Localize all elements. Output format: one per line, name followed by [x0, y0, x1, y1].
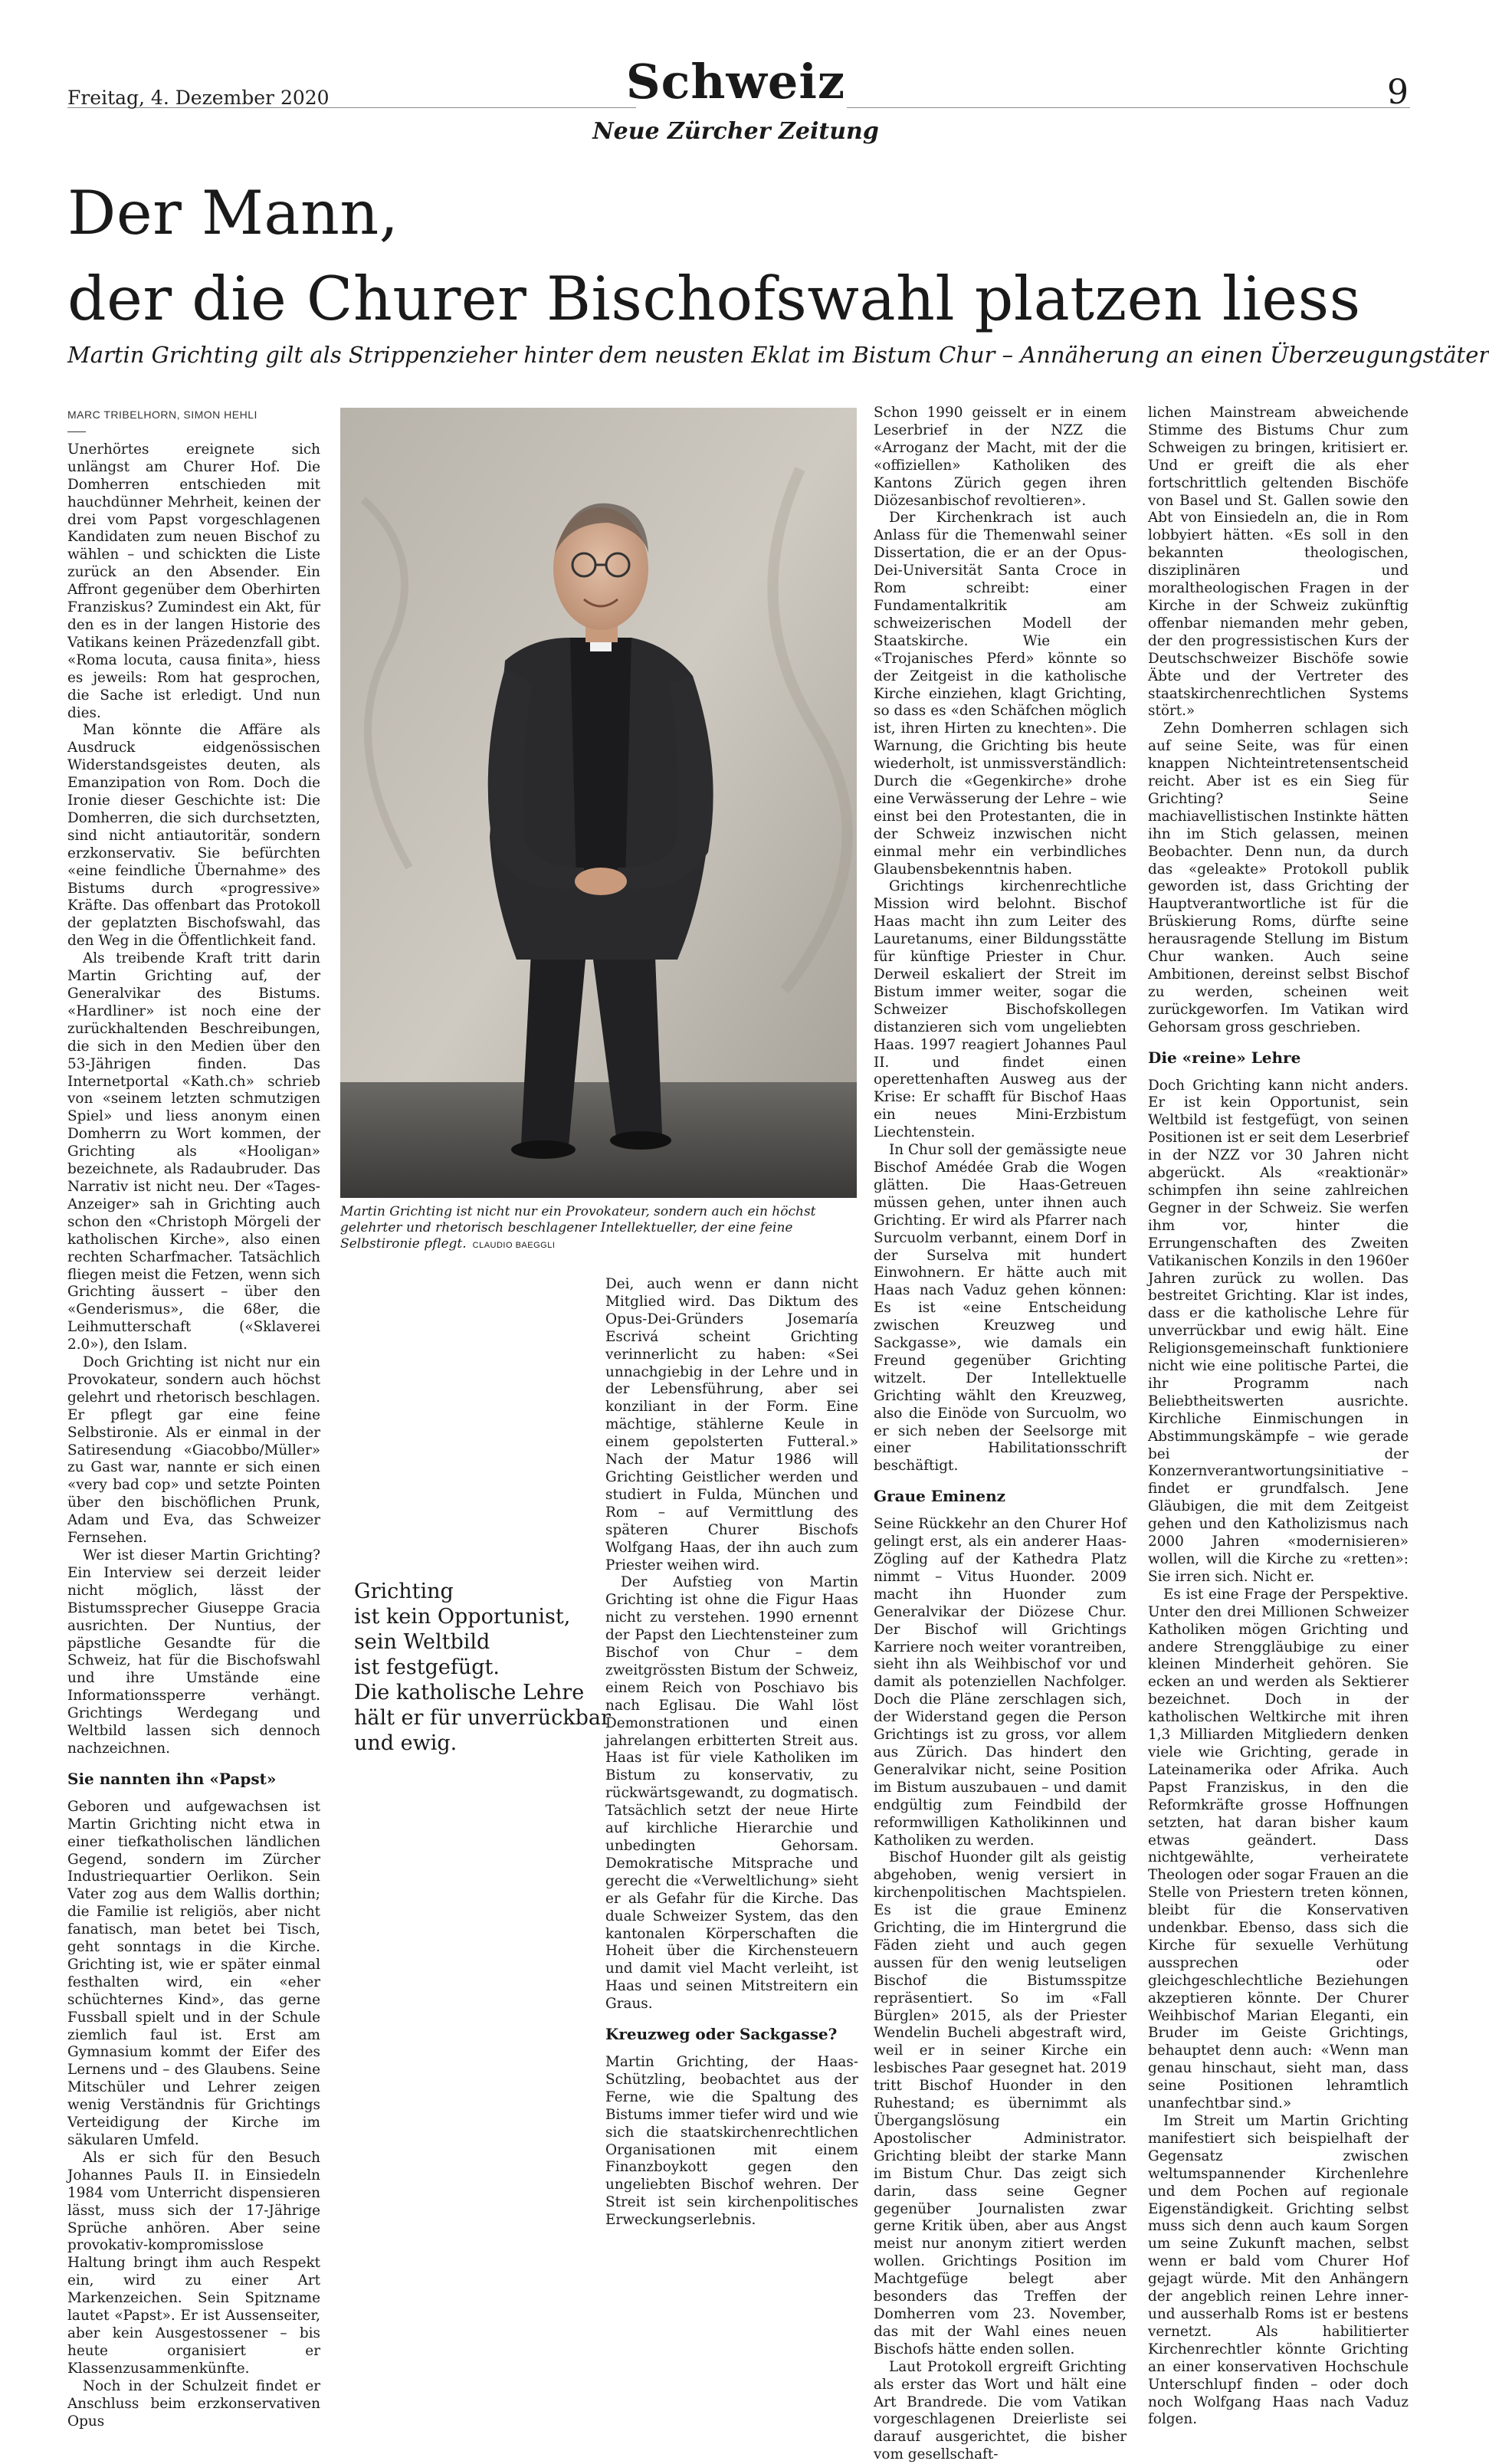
- headline: [67, 170, 1432, 342]
- column-3-paragraphs: [874, 405, 1127, 1475]
- paragraph: Grichtings kirchenrechtliche Mission wird belohnt. Bischof Haas macht ihn zum Leiter des Lauretanums, einer Bildungsstätte für künftige Priester in Chur. Derweil eskaliert der Streit im Bistum immer weiter, sogar die Schweizer Bischofskollegen distanzieren sich vom ungeliebten Haas. 1997 reagiert Johannes Paul II. und findet einen operettenhaften Ausweg aus der Krise: Er schafft für Bischof Haas ein neues Mini-Erzbistum Liechtenstein.: [874, 878, 1127, 1141]
- newspaper-name: Neue Zürcher Zeitung: [592, 118, 879, 145]
- column-4: [1148, 405, 1409, 2428]
- paragraph: Seine Rückkehr an den Churer Hof gelingt erst, als ein anderer Haas-Zögling auf der Kathedra Platz nimmt – Vitus Huonder. 2009 macht ihn Huonder zum Generalvikar der Diözese Chur. Der Bischof will Grichtings Karriere noch weiter vorantreiben, sieht ihn als Weihbischof vor und damit als potenziellen Nachfolger. Doch die Pläne zerschlagen sich, der Widerstand gegen die Person Grichtings ist zu gross, vor allem aus Zürich. Das hindert den Generalvikar nicht, seine Position im Bistum auszubauen – und damit endgültig zum Feindbild der reformwilligen Katholikinnen und Katholiken zu werden.: [874, 1516, 1127, 1849]
- column-1b-paragraphs: [67, 1799, 320, 2431]
- pull-quote-line: ist festgefügt.: [354, 1655, 500, 1679]
- paragraph: Laut Protokoll ergreift Grichting als erster das Wort und hält eine Art Brandrede. Die vom Vatikan vorgeschlagenen Dreierliste sei darauf ausgerichtet, die bisher vom gesellschaft-: [874, 2358, 1127, 2463]
- paragraph: Zehn Domherren schlagen sich auf seine Seite, was für einen knappen Nichteintretensentscheid reicht. Aber ist es ein Sieg für Grichting? Seine machiavellistischen Instinkte hätten ihn im Stich gelassen, meinen Beobachter. Denn nun, da durch das «geleakte» Protokoll publik geworden ist, dass Grichting der Hauptverantwortliche ist für die Brüskierung Roms, dürfte seine herausragende Stellung im Bistum Chur wanken. Auch seine Ambitionen, dereinst selbst Bischof zu werden, scheinen weit zurückgeworfen. Im Vatikan wird Gehorsam gross geschrieben.: [1148, 720, 1409, 1035]
- column-1: [67, 406, 320, 2430]
- paragraph: Schon 1990 geisselt er in einem Leserbrief in der NZZ die «Arroganz der Macht, mit der die «offiziellen» Katholiken des Kantons Zürich gegen ihren Diözesanbischof revoltieren».: [874, 405, 1127, 509]
- paragraph: Bischof Huonder gilt als geistig abgehoben, wenig versiert in kirchenpolitischen Machtspielen. Es ist die graue Eminenz Grichting, die im Hintergrund die Fäden zieht und auch gegen aussen für den wenig leutseligen Bischof die Bistumsspitze repräsentiert. So im «Fall Bürglen» 2015, als der Priester Wendelin Bucheli abgestraft wird, weil er in seiner Kirche ein lesbisches Paar gesegnet hat. 2019 tritt Bischof Huonder in den Ruhestand; es übernimmt als Übergangslösung ein Apostolischer Administrator. Grichting bleibt der starke Mann im Bistum Chur. Das zeigt sich darin, dass seine Gegner gegenüber Journalisten zwar gerne Kritik üben, aber aus Angst meist nur anonym zitiert werden wollen. Grichtings Position im Machtgefüge belegt aber besonders das Treffen der Domherren vom 23. November, das mit der Wahl eines neuen Bischofs hätte enden sollen.: [874, 1849, 1127, 2357]
- pull-quote-line: Die katholische Lehre: [354, 1681, 585, 1704]
- headline-line-2: der die Churer Bischofswahl platzen liess: [67, 264, 1361, 334]
- byline-rule: [67, 431, 86, 432]
- column-4-paragraphs: [1148, 405, 1409, 1037]
- subheading-lehre: Die «reine» Lehre: [1148, 1048, 1301, 1067]
- column-4b-paragraphs: [1148, 1078, 1409, 2430]
- column-3b-paragraphs: [874, 1516, 1127, 2464]
- paragraph: Geboren und aufgewachsen ist Martin Grichting nicht etwa in einer tiefkatholischen ländlichen Gegend, sondern im Zürcher Industriequartier Oerlikon. Sein Vater zog aus dem Wallis dorthin; die Familie ist religiös, aber nicht fanatisch, man betet bei Tisch, geht sonntags in die Kirche. Grichting ist, wie er später einmal festhalten wird, ein «eher schüchternes Kind», das gerne Fussball spielt und in der Schule ziemlich faul ist. Erst am Gymnasium kommt der Eifer des Lernens und – des Glaubens. Seine Mitschüler und Lehrer zeigen wenig Verständnis für Grichtings Verteidigung der Kirche im säkularen Umfeld.: [67, 1798, 320, 2148]
- subheadline: Martin Grichting gilt als Strippenzieher hinter dem neusten Eklat im Bistum Chur – Annäherung an einen Überzeugungstäter: [67, 342, 1489, 368]
- portrait-photo: [340, 408, 857, 1198]
- paragraph: Der Kirchenkrach ist auch Anlass für die Themenwahl seiner Dissertation, die er an der Opus-Dei-Universität Santa Croce in Rom schreibt: einer Fundamentalkritik am schweizerischen Modell der Staatskirche. Wie ein «Trojanisches Pferd» könnte so der Zeitgeist in die katholische Kirche einziehen, klagt Grichting, so dass es «den Schäfchen möglich ist, ihren Hirten zu knechten». Die Warnung, die Grichting bis heute wiederholt, ist unmissverständlich: Durch die «Gegenkirche» drohe eine Verwässerung der Lehre – wie einst bei den Protestanten, die in der Schweiz inzwischen nicht einmal mehr ein verbindliches Glaubensbekenntnis haben.: [874, 510, 1127, 878]
- photo-caption: [340, 1204, 857, 1254]
- paragraph: Der Aufstieg von Martin Grichting ist ohne die Figur Haas nicht zu verstehen. 1990 ernennt der Papst den Liechtensteiner zum Bischof von Chur – dem zweitgrössten Bistum der Schweiz, einem Reich von Poschiavo bis nach Eglisau. Die Wahl löst Demonstrationen und einen jahrelangen erbitterten Streit aus. Haas ist für viele Katholiken im Bistum zu konservativ, zu rückwärtsgewandt, zu dogmatisch. Tatsächlich setzt der neue Hirte auf kirchliche Hierarchie und unbedingten Gehorsam. Demokratische Mitsprache und gerecht die «Verweltlichung» sieht er als Gefahr für die Kirche. Das duale Schweizer System, das den kantonalen Körperschaften die Hoheit über die Kirchensteuern und damit viel Macht verleiht, ist Haas und seinen Mitstreitern ein Graus.: [605, 1574, 858, 2013]
- pull-quote-line: und ewig.: [354, 1731, 458, 1755]
- photo-caption-text: Martin Grichting ist nicht nur ein Provokateur, sondern auch ein höchst gelehrter und rhetorisch beschlagener Intellektueller, der eine feine Selbstironie pflegt.: [340, 1204, 816, 1252]
- paragraph: Unerhörtes ereignete sich unlängst am Churer Hof. Die Domherren entschieden mit hauchdünner Mehrheit, keinen der drei vom Papst vorgeschlagenen Kandidaten zum neuen Bischof zu wählen – und schickten die Liste zurück an den Absender. Ein Affront gegenüber dem Oberhirten Franziskus? Zumindest ein Akt, für den es in der langen Historie des Vatikans keinen Präzedenzfall gibt. «Roma locuta, causa finita», hiess es jeweils: Rom hat gesprochen, die Sache ist erledigt. Und nun dies.: [67, 441, 320, 721]
- pull-quote: [354, 1579, 611, 1756]
- pull-quote-line: Grichting: [354, 1580, 454, 1603]
- pull-quote-line: ist kein Opportunist,: [354, 1605, 571, 1629]
- paragraph: Als er sich für den Besuch Johannes Pauls II. in Einsiedeln 1984 vom Unterricht dispensieren lässt, muss sich der 17-Jährige Sprüche anhören. Aber seine provokativ-kompromisslose Haltung bringt ihm auch Respekt ein, wird zu einer Art Markenzeichen. Sein Spitzname lautet «Papst». Er ist Aussenseiter, aber kein Ausgestossener – bis heute organisiert er Klassenzusammenkünfte.: [67, 2149, 320, 2377]
- pull-quote-line: hält er für unverrückbar: [354, 1706, 611, 1730]
- issue-date: Freitag, 4. Dezember 2020: [67, 87, 330, 109]
- paragraph: Als treibende Kraft tritt darin Martin Grichting auf, der Generalvikar des Bistums. «Hardliner» ist noch eine der zurückhaltenden Beschreibungen, die sich in den Medien über den 53-Jährigen finden. Das Internetportal «Kath.ch» schrieb von «seinem letzten schmutzigen Spiel» und liess anonym einen Domherrn zu Wort kommen, der Grichting als «Hooligan» bezeichnete, als Radaubruder. Das Narrativ ist nicht neu. Der «Tages-Anzeiger» sah in Grichting auch schon den «Christoph Mörgeli der katholischen Kirche», also einen rechten Scharfmacher. Tatsächlich fliegen meist die Fetzen, wenn sich Grichting äussert – über den «Genderismus», die 68er, die Leihmutterschaft («Sklaverei 2.0»), den Islam.: [67, 950, 320, 1353]
- subheading-eminenz: Graue Eminenz: [874, 1487, 1005, 1506]
- paragraph: Es ist eine Frage der Perspektive. Unter den drei Millionen Schweizer Katholiken mögen Grichting und andere Strenggläubige zu einer kleinen Minderheit gehören. Sie ecken an und werden als Sektierer bezeichnet. Doch in der katholischen Weltkirche mit ihren 1,3 Milliarden Mitgliedern denken viele wie Grichting, gerade in Lateinamerika oder Afrika. Auch Papst Franziskus, in den die Reformkräfte grosse Hoffnungen setzten, hat daran bisher kaum etwas geändert. Dass nichtgewählte, verheiratete Theologen oder sogar Frauen an die Stelle von Priestern treten können, bleibt für die Konservativen undenkbar. Ebenso, dass sich die Kirche für sexuelle Verhütung aussprechen oder gleichgeschlechtliche Beziehungen akzeptieren könnte. Der Churer Weihbischof Marian Eleganti, ein Bruder im Geiste Grichtings, behauptet denn auch: «Wenn man genau hinschaut, sieht man, dass seine Positionen lehramtlich unanfechtbar sind.»: [1148, 1586, 1409, 2112]
- page-number: 9: [1387, 73, 1409, 112]
- paragraph: Man könnte die Affäre als Ausdruck eidgenössischen Widerstandsgeistes deuten, als Emanzipation von Rom. Doch die Ironie dieser Geschichte ist: Die Domherren, die sich durchsetzten, sind nicht antiautoritär, sondern erzkonservativ. Sie befürchten «eine feindliche Übernahme» des Bistums durch «progressive» Kräfte. Das offenbart das Protokoll der geplatzten Bischofswahl, das den Weg in die Öffentlichkeit fand.: [67, 722, 320, 950]
- photo-credit: CLAUDIO BAEGGLI: [472, 1241, 556, 1250]
- subheading-papst: Sie nannten ihn «Papst»: [67, 1769, 277, 1788]
- subheading-kreuzweg: Kreuzweg oder Sackgasse?: [605, 2025, 838, 2044]
- column-2: [605, 1276, 858, 2229]
- column-3: [874, 405, 1127, 2463]
- paragraph: Wer ist dieser Martin Grichting? Ein Interview sei derzeit leider nicht möglich, lässt der Bistumssprecher Giuseppe Gracia ausrichten. Der Nuntius, der päpstliche Gesandte für die Schweiz, hat für die Bischofswahl und ihre Umstände eine Informationssperre verhängt. Grichtings Werdegang und Weltbild lassen sich dennoch nachzeichnen.: [67, 1547, 320, 1757]
- paragraph: Doch Grichting kann nicht anders. Er ist kein Opportunist, sein Weltbild ist festgefügt, von seinen Positionen ist er seit dem Leserbrief in der NZZ vor 30 Jahren nicht abgerückt. Als «reaktionär» schimpfen ihn seine zahlreichen Gegner in der Schweiz. Sie werfen ihm vor, hinter die Errungenschaften des Zweiten Vatikanischen Konzils in den 1960er Jahren zurück zu wollen. Das bestreitet Grichting. Klar ist indes, dass er die katholische Lehre für unverrückbar und ewig hält. Eine Religionsgemeinschaft funktioniere nicht wie eine politische Partei, die ihr Programm nach Beliebtheitswerten ausrichte. Kirchliche Einmischungen in Abstimmungskämpfe – wie gerade bei der Konzernverantwortungsinitiative – findet er grundfalsch. Jene Gläubigen, die mit dem Zeitgeist gehen und den Katholizismus nach 2000 Jahren «modernisieren» wollen, will die Kirche zu «retten»: Sie irren sich. Nicht er.: [1148, 1077, 1409, 1585]
- section-title: Schweiz: [625, 54, 846, 110]
- paragraph: In Chur soll der gemässigte neue Bischof Amédée Grab die Wogen glätten. Die Haas-Getreuen müssen gehen, unter ihnen auch Grichting. Er wird als Pfarrer nach Surcuolm verbannt, einem Dorf in der Surselva mit hundert Einwohnern. Er hätte auch mit Haas nach Vaduz gehen können: Es ist «eine Entscheidung zwischen Kreuzweg und Sackgasse», wie damals ein Freund gegenüber Grichting witzelt. Der Intellektuelle Grichting wählt den Kreuzweg, also die Einöde von Surcuolm, wo er sich neben der Seelsorge mit einer Habilitationsschrift beschäftigt.: [874, 1142, 1127, 1475]
- column-2b-paragraphs: [605, 2054, 858, 2229]
- column-1-paragraphs: [67, 441, 320, 1758]
- paragraph: Noch in der Schulzeit findet er Anschluss beim erzkonservativen Opus: [67, 2377, 320, 2430]
- paragraph: Doch Grichting ist nicht nur ein Provokateur, sondern auch höchst gelehrt und rhetorisch beschlagen. Er pflegt gar eine feine Selbstironie. Als er einmal in der Satiresendung «Giacobbo/Müller» zu Gast war, nannte er sich einen «very bad cop» und setzte Pointen über den bischöflichen Prunk, Adam und Eva, das Schweizer Fernsehen.: [67, 1354, 320, 1547]
- paragraph: Dei, auch wenn er dann nicht Mitglied wird. Das Diktum des Opus-Dei-Gründers Josemaría Escrivá scheint Grichting verinnerlicht zu haben: «Sei unnachgiebig in der Lehre und in der Lebensführung, aber sei konziliant in der Form. Eine mächtige, stählerne Keule in einem gepolsterten Futteral.» Nach der Matur 1986 will Grichting Geistlicher werden und studiert in Fulda, München und Rom – auf Vermittlung des späteren Churer Bischofs Wolfgang Haas, der ihn auch zum Priester weihen wird.: [605, 1276, 858, 1573]
- paragraph: Martin Grichting, der Haas-Schützling, beobachtet aus der Ferne, wie die Spaltung des Bistums immer tiefer wird und wie sich die staatskirchenrechtlichen Organisationen mit einem Finanzboykott gegen den ungeliebten Bischof wehren. Der Streit ist sein kirchenpolitisches Erweckungserlebnis.: [605, 2053, 858, 2229]
- paragraph: Im Streit um Martin Grichting manifestiert sich beispielhaft der Gegensatz zwischen weltumspannender Kirchenlehre und dem Pochen auf regionale Eigenständigkeit. Grichting selbst muss sich denn auch kaum Sorgen um seine Zukunft machen, selbst wenn er bald vom Churer Hof gejagt würde. Mit den Anhängern der angeblich reinen Lehre inner- und ausserhalb Roms ist er bestens vernetzt. Als habilitierter Kirchenrechtler könnte Grichting an einer konservativen Hochschule Unterschlupf finden – oder doch noch Wolfgang Haas nach Vaduz folgen.: [1148, 2113, 1409, 2428]
- byline: MARC TRIBELHORN, SIMON HEHLI: [67, 408, 257, 421]
- pull-quote-line: sein Weltbild: [354, 1630, 490, 1654]
- column-2-paragraphs: [605, 1276, 858, 2013]
- paragraph: lichen Mainstream abweichende Stimme des Bistums Chur zum Schweigen zu bringen, kritisiert er. Und er greift die als eher fortschrittlich geltenden Bischöfe von Basel und St. Gallen sowie den Abt von Einsiedeln an, die in Rom lobbyiert hätten. «Es soll in den bekannten theologischen, disziplinären und moraltheologischen Fragen in der Kirche in der Schweiz zukünftig offenbar niemanden mehr geben, der den progressistischen Kurs der Deutschschweizer Bischöfe sowie Äbte und der Vertreter des staatskirchenrechtlichen Systems stört.»: [1148, 405, 1409, 720]
- headline-line-1: Der Mann,: [67, 178, 399, 248]
